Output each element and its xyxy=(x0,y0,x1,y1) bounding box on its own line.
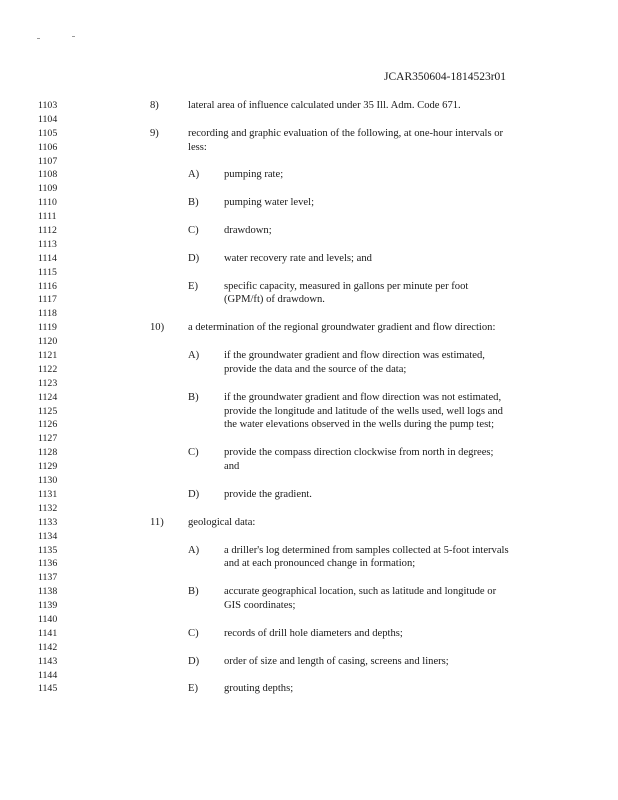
line-number: 1140 xyxy=(38,613,58,625)
subitem-text: water recovery rate and levels; and xyxy=(224,252,372,264)
text-line xyxy=(0,113,618,127)
numbered-lines xyxy=(0,99,618,696)
text-line xyxy=(0,418,618,432)
subitem-text: records of drill hole diameters and depths; xyxy=(224,627,403,639)
subitem-text: grouting depths; xyxy=(224,683,294,695)
item-number: 11) xyxy=(150,516,164,528)
subitem-label: B) xyxy=(188,586,199,598)
text-line xyxy=(0,363,618,377)
text-line xyxy=(0,307,618,321)
item-number: 9) xyxy=(150,127,159,139)
text-line xyxy=(0,280,618,294)
subitem-label: B) xyxy=(188,391,199,403)
line-number: 1114 xyxy=(38,252,57,264)
text-line xyxy=(0,168,618,182)
subitem-label: C) xyxy=(188,627,199,639)
subitem-label: A) xyxy=(188,544,200,556)
scan-mark xyxy=(72,36,75,37)
line-number: 1143 xyxy=(38,655,58,667)
text-line xyxy=(0,446,618,460)
line-number: 1122 xyxy=(38,363,58,375)
subitem-text: pumping rate; xyxy=(224,169,284,181)
text-line xyxy=(0,293,618,307)
line-number: 1117 xyxy=(38,294,57,306)
line-number: 1142 xyxy=(38,641,58,653)
subitem-label: D) xyxy=(188,488,200,500)
item-text: less: xyxy=(188,141,207,153)
text-line xyxy=(0,641,618,655)
text-line xyxy=(0,613,618,627)
text-line xyxy=(0,391,618,405)
text-line xyxy=(0,377,618,391)
text-line xyxy=(0,405,618,419)
text-line xyxy=(0,238,618,252)
text-line xyxy=(0,349,618,363)
line-number: 1132 xyxy=(38,502,58,514)
line-number: 1115 xyxy=(38,266,57,278)
subitem-text: the water elevations observed in the wells during the pump test; xyxy=(224,419,495,431)
subitem-label: D) xyxy=(188,252,200,264)
text-line xyxy=(0,682,618,696)
subitem-text: pumping water level; xyxy=(224,197,315,209)
line-number: 1145 xyxy=(38,683,58,695)
item-text: lateral area of influence calculated under 35 Ill. Adm. Code 671. xyxy=(188,100,461,111)
subitem-label: E) xyxy=(188,683,198,695)
subitem-label: B) xyxy=(188,197,199,209)
subitem-text: provide the longitude and latitude of the wells used, well logs and xyxy=(224,405,503,417)
text-line xyxy=(0,516,618,530)
line-number: 1105 xyxy=(38,127,58,139)
text-line xyxy=(0,127,618,141)
text-line xyxy=(0,141,618,155)
line-number: 1116 xyxy=(38,280,57,292)
line-number: 1106 xyxy=(38,141,58,153)
text-line xyxy=(0,196,618,210)
line-number: 1103 xyxy=(38,100,58,111)
text-line xyxy=(0,599,618,613)
text-line xyxy=(0,432,618,446)
item-text: a determination of the regional groundwater gradient and flow direction: xyxy=(188,322,496,334)
subitem-text: if the groundwater gradient and flow direction was not estimated, xyxy=(224,391,502,403)
text-line xyxy=(0,571,618,585)
line-number: 1125 xyxy=(38,405,58,417)
document-id: JCAR350604-1814523r01 xyxy=(384,71,507,83)
line-number: 1110 xyxy=(38,197,57,209)
text-line xyxy=(0,335,618,349)
text-line xyxy=(0,585,618,599)
line-number: 1144 xyxy=(38,669,58,681)
subitem-text: and at each pronounced change in formation; xyxy=(224,558,416,570)
line-number: 1126 xyxy=(38,419,58,431)
text-line xyxy=(0,266,618,280)
text-line xyxy=(0,182,618,196)
line-number: 1141 xyxy=(38,627,58,639)
line-number: 1111 xyxy=(38,211,57,223)
line-number: 1113 xyxy=(38,238,57,250)
item-number: 8) xyxy=(150,100,159,111)
text-line xyxy=(0,530,618,544)
text-line xyxy=(0,627,618,641)
subitem-text: accurate geographical location, such as latitude and longitude or xyxy=(224,586,497,598)
subitem-text: GIS coordinates; xyxy=(224,600,296,612)
text-line xyxy=(0,557,618,571)
text-line xyxy=(0,488,618,502)
line-number: 1107 xyxy=(38,155,58,167)
line-number: 1119 xyxy=(38,322,57,334)
line-number: 1121 xyxy=(38,350,58,362)
item-number: 10) xyxy=(150,322,165,334)
text-line xyxy=(0,502,618,516)
subitem-text: specific capacity, measured in gallons per minute per foot xyxy=(224,280,469,292)
line-number: 1128 xyxy=(38,447,58,459)
line-number: 1127 xyxy=(38,433,58,445)
line-number: 1136 xyxy=(38,558,58,570)
line-number: 1124 xyxy=(38,391,58,403)
line-number: 1131 xyxy=(38,488,58,500)
subitem-label: C) xyxy=(188,447,199,459)
subitem-text: a driller's log determined from samples collected at 5-foot intervals xyxy=(224,544,509,556)
text-line xyxy=(0,210,618,224)
line-number: 1130 xyxy=(38,475,58,487)
line-number: 1120 xyxy=(38,336,58,348)
text-line xyxy=(0,321,618,335)
line-number: 1104 xyxy=(38,113,58,125)
subitem-text: provide the gradient. xyxy=(224,488,312,500)
text-line xyxy=(0,99,618,113)
subitem-label: E) xyxy=(188,280,198,292)
subitem-text: provide the data and the source of the data; xyxy=(224,363,407,375)
subitem-label: D) xyxy=(188,655,200,667)
line-number: 1129 xyxy=(38,461,58,473)
text-line xyxy=(0,669,618,683)
text-line xyxy=(0,224,618,238)
line-number: 1138 xyxy=(38,586,58,598)
line-number: 1135 xyxy=(38,544,58,556)
subitem-text: provide the compass direction clockwise from north in degrees; xyxy=(224,447,494,459)
subitem-label: A) xyxy=(188,350,200,362)
text-line xyxy=(0,155,618,169)
line-number: 1112 xyxy=(38,225,57,237)
subitem-text: order of size and length of casing, screens and liners; xyxy=(224,655,449,667)
line-number: 1133 xyxy=(38,516,58,528)
subitem-text: if the groundwater gradient and flow direction was estimated, xyxy=(224,350,485,362)
line-number: 1108 xyxy=(38,169,58,181)
subitem-text: (GPM/ft) of drawdown. xyxy=(224,294,325,306)
line-number: 1139 xyxy=(38,600,58,612)
text-line xyxy=(0,460,618,474)
line-number: 1123 xyxy=(38,377,58,389)
subitem-label: A) xyxy=(188,169,200,181)
text-line xyxy=(0,252,618,266)
line-number: 1137 xyxy=(38,572,58,584)
line-number: 1118 xyxy=(38,308,57,320)
subitem-label: C) xyxy=(188,225,199,237)
text-line xyxy=(0,544,618,558)
text-line xyxy=(0,655,618,669)
line-number: 1134 xyxy=(38,530,58,542)
line-number: 1109 xyxy=(38,183,58,195)
scan-mark xyxy=(37,38,40,39)
subitem-text: drawdown; xyxy=(224,225,272,237)
text-line xyxy=(0,474,618,488)
subitem-text: and xyxy=(224,461,240,473)
item-text: recording and graphic evaluation of the following, at one-hour intervals or xyxy=(188,127,504,139)
item-text: geological data: xyxy=(188,516,256,528)
